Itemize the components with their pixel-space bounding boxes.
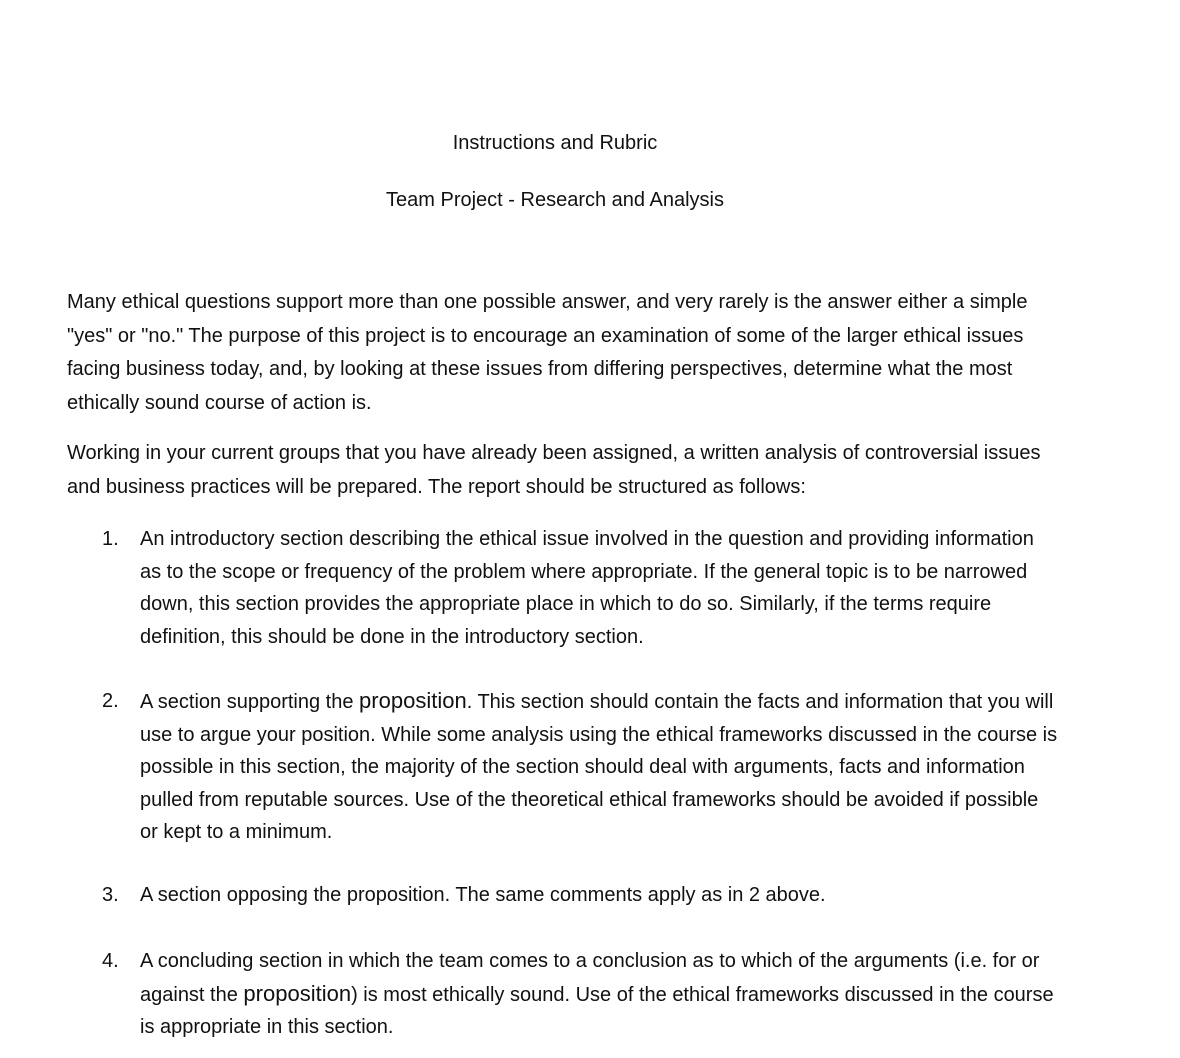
list-number: 1.	[102, 528, 119, 550]
document-subtitle: Team Project - Research and Analysis	[386, 189, 724, 211]
list-text	[140, 685, 1060, 849]
intro-paragraph: Many ethical questions support more than one possible answer, and very rarely is the answer either a simple "yes" or "no." The purpose of this project is to encourage an examination of some of the larger ethical issues facing business today, and, by looking at these issues from differing perspectives, determine what the most ethically sound course of action is.	[67, 291, 1028, 414]
list-text	[140, 945, 1060, 1044]
list-text: A section opposing the proposition. The same comments apply as in 2 above.	[140, 884, 826, 906]
list-number: 2.	[102, 690, 119, 712]
list-text: An introductory section describing the ethical issue involved in the question and providing information as to the scope or frequency of the problem where appropriate. If the general topic is to be narrowed down, this section provides the appropriate place in which to do so. Similarly, if the terms require definition, this should be done in the introductory section.	[140, 528, 1034, 648]
list-text-before: A concluding section in which the team comes to a conclusion as to which of the arguments (i.e. for or against the	[140, 950, 1040, 1006]
proposition-term: proposition	[359, 688, 467, 713]
list-number: 4.	[102, 950, 119, 972]
list-text-after: ) is most ethically sound. Use of the ethical frameworks discussed in the course is appropriate in this section.	[140, 983, 1054, 1038]
proposition-term: proposition	[243, 980, 352, 1006]
list-text-before: A section supporting the	[140, 691, 360, 713]
list-number: 3.	[102, 884, 119, 906]
list-text-after: . This section should contain the facts and information that you will use to argue your position. While some analysis using the ethical frameworks discussed in the course is possible in this section, the majority of the section should deal with arguments, facts and information pulled from reputable sources. Use of the theoretical ethical frameworks should be avoided if possible or kept to a minimum.	[140, 691, 1058, 843]
document-title: Instructions and Rubric	[452, 132, 658, 154]
structure-paragraph: Working in your current groups that you have already been assigned, a written analysis of controversial issues and business practices will be prepared. The report should be structured as follows:	[67, 442, 1041, 498]
